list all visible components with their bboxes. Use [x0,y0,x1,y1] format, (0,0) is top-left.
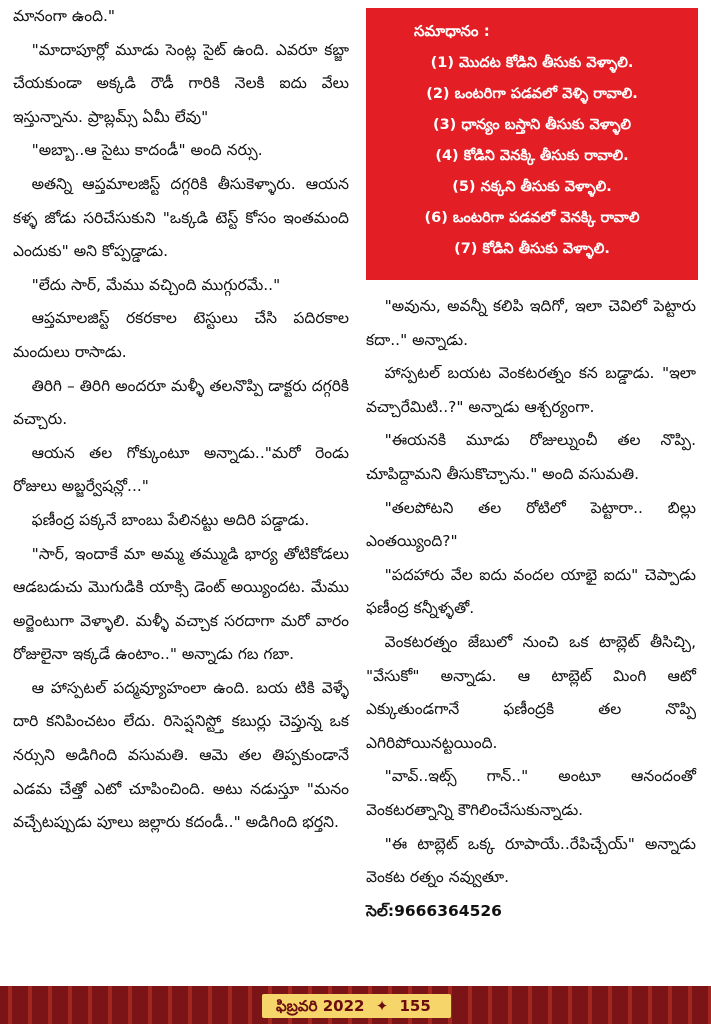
solution-step: (4) కోడిని వెనక్కి తీసుకు రావాలి. [435,148,629,164]
paragraph: తిరిగి – తిరిగి అందరూ మళ్ళీ తలనొప్పి డాక్టరు దగ్గరికి వచ్చారు. [13,376,349,429]
left-column [13,0,349,840]
paragraph: "లేదు సార్, మేము వచ్చింది ముగ్గురమే.." [31,275,281,294]
paragraph: హాస్పటల్ బయట వెంకటరత్నం కన బడ్డాడు. "ఇలా వచ్చారేమిటి..?" అన్నాడు ఆశ్చర్యంగా. [366,364,696,416]
star-separator-icon: ✦ [375,997,389,1015]
solution-step: (2) ఒంటరిగా పడవలో వెళ్ళి రావాలి. [426,86,638,102]
solution-step: (5) నక్కని తీసుకు వెళ్ళాలి. [452,179,612,195]
paragraph: "ఈయనకి మూడు రోజుల్నుంచీ తల నొప్పి. చూపిద్దామని తీసుకొచ్చాను." అంది వసుమతి. [366,431,696,483]
paragraph: అతన్ని ఆప్తమాలజిస్ట్ దగ్గరికి తీసుకెళ్ళారు. ఆయన కళ్ళ జోడు సరిచేసుకుని "ఒక్కడి టెస్ట్ కోసం ఇంతమంది ఎందుకు" అని కోప్పడ్డాడు. [13,174,349,261]
paragraph: "అబ్బా..ఆ సైటు కాదండీ" అంది నర్సు. [31,141,263,160]
paragraph: మానంగా ఉంది." [13,7,116,25]
solution-title: సమాధానం : [414,22,490,40]
paragraph: ఆ హాస్పటల్ పద్మవ్యూహంలా ఉంది. బయ టికి వెళ్ళే దారి కనిపించటం లేదు. రిసెప్షనిస్ట్తో కబుర్లు చెప్తున్న ఒక నర్సుని అడిగింది వసుమతి. ఆమె తల తిప్పకుండానే ఎడమ చేత్తో ఎటో చూపించింది. అటు నడుస్తూ "మనం వచ్చేటప్పుడు పూలు జల్లారు కదండీ.." అడిగింది భర్తని. [13,678,349,832]
right-column [366,290,696,928]
paragraph: "తలపోటని తల రోటిలో పెట్టారా.. బిల్లు ఎంతయ్యింది?" [366,498,696,551]
solution-step: (6) ఒంటరిగా పడవలో వెనక్కి రావాలి [424,210,640,226]
phone-number: సెల్:9666364526 [366,901,502,920]
footer-label [262,994,451,1018]
paragraph: ఫణీంద్ర పక్కనే బాంబు పేలినట్టు అదిరి పడ్డాడు. [31,510,310,529]
paragraph: వెంకటరత్నం జేబులో నుంచి ఒక టాబ్లెట్ తీసిచ్చి, "వేసుకో" అన్నాడు. ఆ టాబ్లెట్ మింగి ఆటో ఎక్కుతుండగానే ఫణీంద్రకి తల నొప్పి ఎగిరిపోయినట్టయింది. [366,632,696,752]
paragraph: "వావ్..ఇట్స్ గాన్.." అంటూ ఆనందంతో వెంకటరత్నాన్ని కౌగిలించేసుకున్నాడు. [366,767,696,819]
solution-box [366,8,698,280]
paragraph: "సార్, ఇందాకే మా అమ్మ తమ్ముడి భార్య తోటికోడలు ఆడబడుచు మొగుడికి యాక్సి డెంట్ అయ్యిందట. మేము అర్జెంటుగా వెళ్ళాలి. మళ్ళీ వచ్చాక సరదాగా మరో వారం రోజులైనా ఇక్కడే ఉంటాం.." అన్నాడు గబ గబా. [13,544,349,664]
page-number: 155 [399,997,431,1015]
paragraph: "అవును, అవన్నీ కలిపి ఇదిగో, ఇలా చెవిలో పెట్టారు కదా.." అన్నాడు. [366,297,696,349]
paragraph: ఆప్తమాలజిస్ట్ రకరకాల టెస్టులు చేసి పదిరకాల మందులు రాసాడు. [13,309,349,361]
paragraph: ఆయన తల గోక్కుంటూ అన్నాడు.."మరో రెండు రోజులు అబ్జర్వేషన్లో..." [13,443,349,496]
paragraph: "మాదాపూర్లో మూడు సెంట్ల సైట్ ఉంది. ఎవరూ కబ్జా చేయకుండా అక్కడి రౌడీ గారికి నెలకి ఐదు వేలు ఇస్తున్నాను. ప్రాబ్లమ్స్ ఏమీ లేవు" [13,40,349,126]
page-footer [0,986,711,1024]
solution-step: (1) మొదట కోడిని తీసుకు వెళ్ళాలి. [430,55,634,71]
issue-month-year: ఫిబ్రవరి 2022 [276,997,365,1015]
paragraph: "పదహారు వేల ఐదు వందల యాభై ఐదు" చెప్పాడు ఫణీంద్ర కన్నీళ్ళతో. [366,565,696,618]
solution-step: (7) కోడిని తీసుకు వెళ్ళాలి. [454,241,610,257]
solution-step: (3) ధాన్యం బస్తాని తీసుకు వెళ్ళాలి [432,117,632,133]
paragraph: "ఈ టాబ్లెట్ ఒక్క రూపాయే..రేపిచ్చేయ్" అన్నాడు వెంకట రత్నం నవ్వుతూ. [366,834,696,887]
